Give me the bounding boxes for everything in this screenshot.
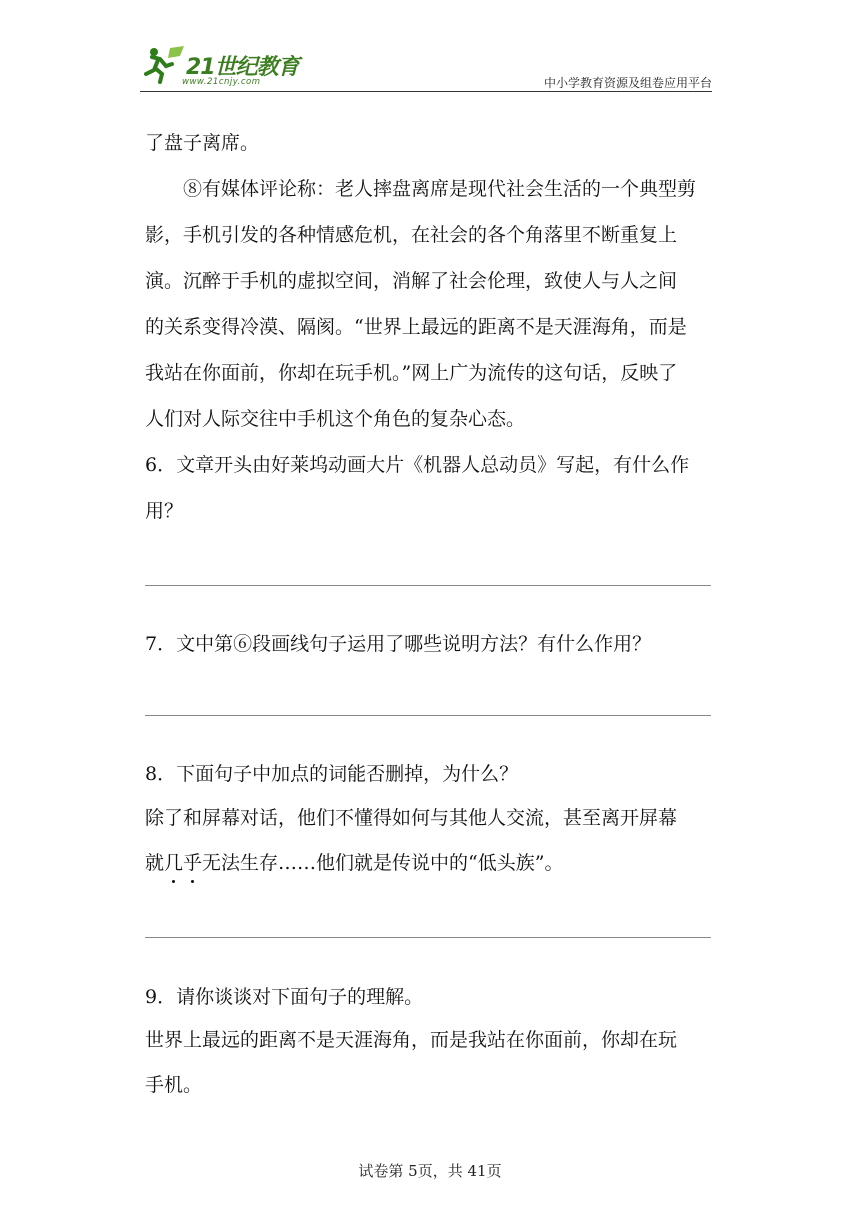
question-9: 9．请你谈谈对下面句子的理解。	[145, 986, 424, 1008]
passage-line: 影，手机引发的各种情感危机，在社会的各个角落里不断重复上	[145, 224, 678, 246]
question-8: 8．下面句子中加点的词能否删掉，为什么？	[145, 763, 519, 785]
question-8-quote-line-2	[145, 850, 563, 876]
passage-line: 演。沉醉于手机的虚拟空间，消解了社会伦理，致使人与人之间	[145, 270, 678, 292]
answer-line-q7[interactable]	[145, 715, 711, 716]
passage-line: 我站在你面前，你却在玩手机。”网上广为流传的这句话，反映了	[145, 362, 678, 384]
question-9-quote-line-2: 手机。	[145, 1074, 203, 1096]
question-7: 7．文中第⑥段画线句子运用了哪些说明方法？有什么作用？	[145, 633, 652, 655]
quote-text: 无法生存……他们就是传说中的“低头族”。	[202, 852, 564, 874]
question-8-quote-line-1: 除了和屏幕对话，他们不懂得如何与其他人交流，甚至离开屏幕	[145, 807, 678, 829]
passage-line: 的关系变得冷漠、隔阂。“世界上最远的距离不是天涯海角，而是	[145, 316, 687, 338]
quote-text: 就	[145, 852, 165, 874]
answer-line-q8[interactable]	[145, 937, 711, 938]
header-divider	[140, 91, 712, 92]
platform-name: 中小学教育资源及组卷应用平台	[543, 76, 712, 90]
passage-line: 了盘子离席。	[145, 132, 260, 154]
question-6-line-2: 用？	[145, 500, 184, 522]
question-9-quote-line-1: 世界上最远的距离不是天涯海角，而是我站在你面前，你却在玩	[145, 1029, 678, 1051]
passage	[145, 130, 715, 544]
dotted-word: 乎	[183, 852, 203, 874]
logo	[140, 42, 340, 90]
page-footer: 试卷第 5页，共 41页	[358, 1162, 502, 1180]
logo-url: www.21cnjy.com	[182, 77, 261, 87]
question-6-line-1: 6．文章开头由好莱坞动画大片《机器人总动员》写起，有什么作	[145, 454, 690, 476]
passage-line: 人们对人际交往中手机这个角色的复杂心态。	[145, 408, 526, 430]
answer-line-q6[interactable]	[145, 585, 711, 586]
passage-line: ⑧有媒体评论称：老人摔盘离席是现代社会生活的一个典型剪	[183, 178, 697, 200]
logo-text: 21世纪教育	[186, 55, 299, 80]
runner-logo-icon	[140, 44, 188, 84]
dotted-word: 几	[164, 852, 184, 874]
page-header	[140, 42, 712, 92]
